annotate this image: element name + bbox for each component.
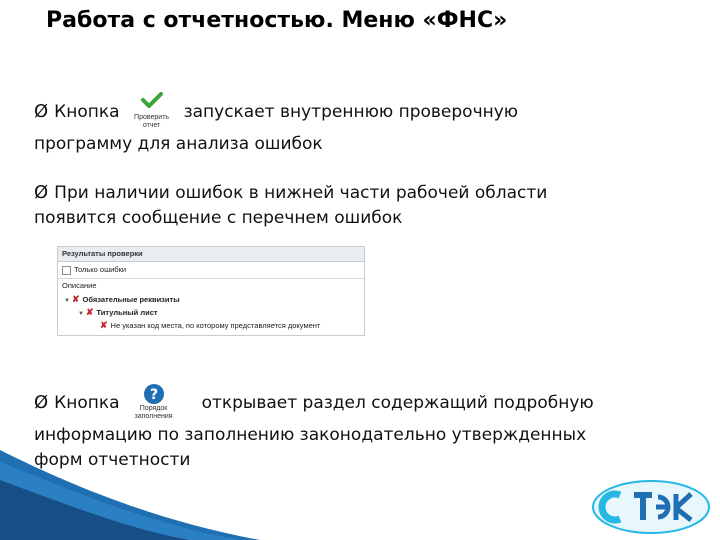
filling-order-button[interactable] xyxy=(128,383,180,423)
panel-header: Результаты проверки xyxy=(58,247,364,262)
filling-order-button-label: Порядок заполнения xyxy=(134,405,173,420)
check-results-panel xyxy=(57,246,365,336)
company-logo xyxy=(590,478,712,536)
para3-prefix: Кнопка xyxy=(54,393,120,413)
expand-arrow-icon[interactable]: ▼ xyxy=(64,298,70,304)
para3-line2: информацию по заполнению законодательно утвержденных xyxy=(34,425,587,445)
tree-row-label: Обязательные реквизиты xyxy=(82,295,180,304)
tree-row-label: Не указан код места, по которому представляется документ xyxy=(110,321,321,330)
bullet-arrow: Ø xyxy=(34,182,49,203)
para2-line1: При наличии ошибок в нижней части рабочей области xyxy=(54,183,548,203)
help-question-icon xyxy=(143,383,165,405)
error-x-icon: ✘ xyxy=(71,294,80,304)
para1-prefix: Кнопка xyxy=(54,102,120,122)
tree-row-label: Титульный лист xyxy=(96,308,158,317)
para1-suffix: запускает внутреннюю проверочную xyxy=(183,102,519,122)
column-header: Описание xyxy=(62,281,97,290)
check-report-button-label: Проверить отчет xyxy=(134,114,170,129)
paragraph-check-button xyxy=(34,92,594,157)
checkbox[interactable] xyxy=(62,266,71,275)
tree-row[interactable] xyxy=(100,320,320,331)
error-x-icon: ✘ xyxy=(100,320,108,330)
bullet-arrow: Ø xyxy=(34,392,49,413)
tree-row[interactable] xyxy=(78,307,158,318)
paragraph-errors-message xyxy=(34,180,674,231)
check-report-button[interactable] xyxy=(126,92,178,132)
only-errors-toggle[interactable] xyxy=(62,265,126,275)
slide-title: Работа с отчетностью. Меню «ФНС» xyxy=(46,8,508,33)
para1-line2: программу для анализа ошибок xyxy=(34,134,323,154)
expand-arrow-icon[interactable]: ▼ xyxy=(78,311,84,317)
para2-line2: появится сообщение с перечнем ошибок xyxy=(34,208,403,228)
green-checkmark-icon xyxy=(141,92,163,108)
bullet-arrow: Ø xyxy=(34,101,49,122)
tree-row[interactable] xyxy=(64,294,180,305)
para3-line3: форм отчетности xyxy=(34,450,191,470)
error-x-icon: ✘ xyxy=(85,307,94,317)
svg-text:?: ? xyxy=(149,387,158,403)
checkbox-label: Только ошибки xyxy=(74,265,127,274)
divider xyxy=(58,278,364,279)
decorative-wave xyxy=(0,450,260,540)
para3-suffix: открывает раздел содержащий подробную xyxy=(201,393,594,413)
